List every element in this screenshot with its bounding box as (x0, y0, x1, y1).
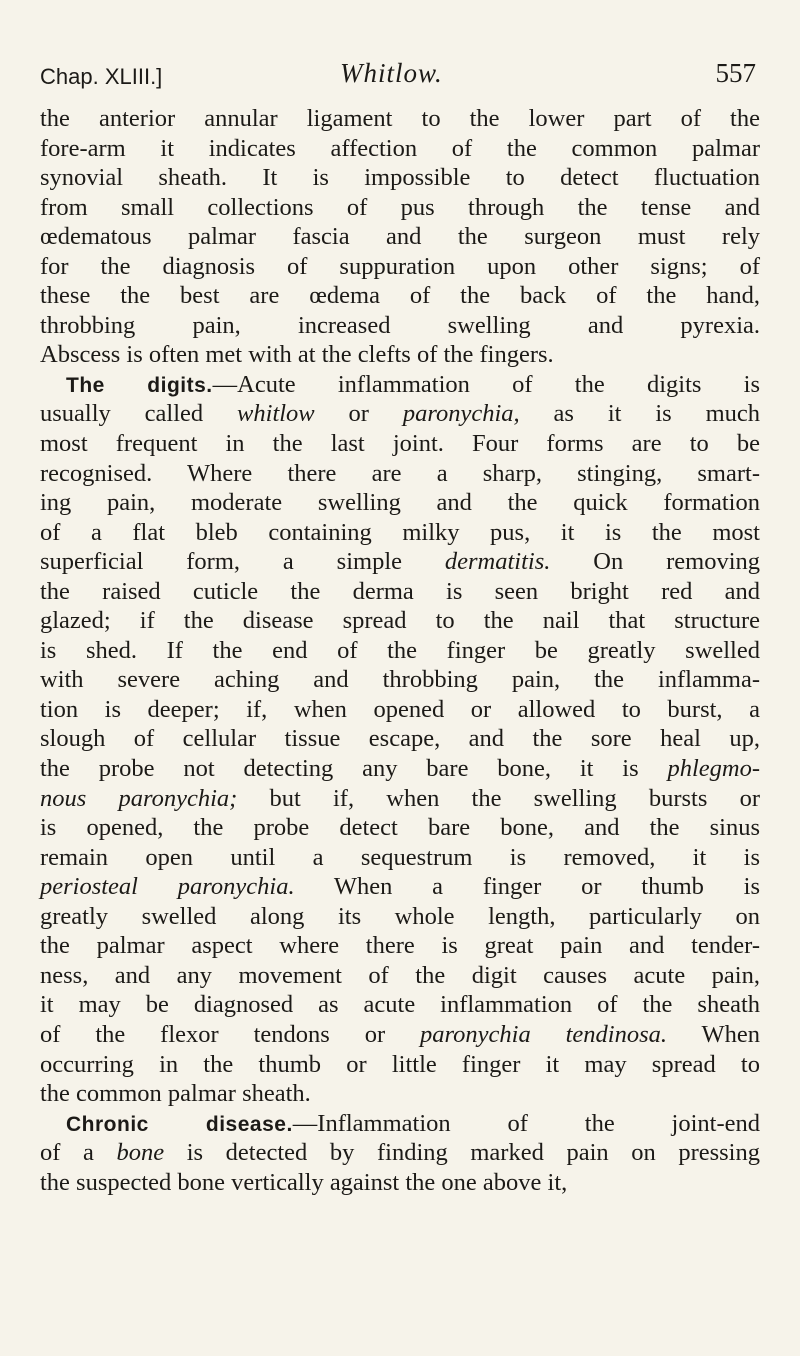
text-line (40, 1079, 760, 1109)
text-line (40, 1020, 760, 1050)
text-line (40, 606, 760, 636)
text-line (40, 754, 760, 784)
text-line (40, 961, 760, 991)
text-line (40, 429, 760, 459)
text-run: is detected by finding marked pain on pressing (164, 1139, 760, 1167)
text-line (40, 784, 760, 814)
section-heading: Chronic disease. (66, 1112, 293, 1136)
text-run: When (667, 1020, 761, 1048)
text-run: remain open until a sequestrum is removed, it is (40, 843, 760, 871)
text-run: —Inflammation of the joint-end (292, 1109, 760, 1137)
text-line (40, 724, 760, 754)
text-run: most frequent in the last joint. Four forms are to be (40, 430, 760, 458)
italic-term: paronychia tendinosa. (420, 1020, 668, 1048)
text-line (40, 488, 760, 518)
text-run: œdematous palmar fascia and the surgeon must rely (40, 223, 760, 251)
text-line (40, 370, 760, 400)
text-line (40, 518, 760, 548)
italic-term: whitlow (237, 400, 315, 428)
text-run: the common palmar sheath. (40, 1080, 311, 1108)
running-title: Whitlow. (340, 58, 443, 88)
text-run: from small collections of pus through the tense and (40, 193, 760, 221)
text-run: slough of cellular tissue escape, and the sore heal up, (40, 725, 760, 753)
italic-term: bone (116, 1139, 165, 1167)
text-run: When a finger or thumb is (294, 873, 761, 901)
italic-term: paronychia, (402, 400, 520, 428)
text-line (40, 340, 760, 370)
section-heading: The digits. (66, 373, 213, 397)
text-run: of a (40, 1139, 117, 1167)
text-run: it may be diagnosed as acute inflammation of the sheath (40, 991, 760, 1019)
text-run: of the flexor tendons or (40, 1020, 421, 1048)
page-number: 557 (715, 58, 756, 88)
text-run: glazed; if the disease spread to the nail that structure (40, 607, 760, 635)
text-line (40, 252, 760, 282)
text-line (40, 222, 760, 252)
text-line (40, 1109, 760, 1139)
text-run: the anterior annular ligament to the lower part of the (40, 105, 760, 132)
text-run: as it is much (519, 400, 760, 428)
text-line (40, 399, 760, 429)
text-line (40, 163, 760, 193)
text-run: is opened, the probe detect bare bone, and the sinus (40, 814, 760, 842)
italic-term: nous paronychia; (40, 784, 238, 812)
text-line (40, 665, 760, 695)
text-line (40, 281, 760, 311)
text-line (40, 134, 760, 164)
text-run: throbbing pain, increased swelling and pyrexia. (40, 311, 760, 339)
text-run: On removing (550, 548, 760, 576)
text-line (40, 193, 760, 223)
text-run: but if, when the swelling bursts or (237, 784, 760, 812)
text-line (40, 695, 760, 725)
text-line (40, 547, 760, 577)
text-run: of a flat bleb containing milky pus, it is the most (40, 518, 760, 546)
text-run: fore-arm it indicates affection of the common palmar (40, 134, 760, 162)
body-text (40, 104, 760, 1197)
text-line (40, 872, 760, 902)
italic-term: periosteal paronychia. (40, 873, 295, 901)
text-line (40, 813, 760, 843)
text-line (40, 990, 760, 1020)
text-run: ing pain, moderate swelling and the quick formation (40, 489, 760, 517)
italic-term: phlegmo- (667, 755, 760, 783)
text-run: synovial sheath. It is impossible to detect fluctuation (40, 164, 760, 192)
text-run: the raised cuticle the derma is seen bright red and (40, 577, 760, 605)
text-line (40, 459, 760, 489)
text-run: greatly swelled along its whole length, particularly on (40, 902, 760, 930)
text-line (40, 1168, 760, 1198)
text-line (40, 636, 760, 666)
text-run: ness, and any movement of the digit causes acute pain, (40, 961, 760, 989)
chapter-reference: Chap. XLIII.] (40, 64, 163, 89)
text-run: superficial form, a simple (40, 548, 445, 576)
text-line (40, 104, 760, 134)
text-line (40, 311, 760, 341)
text-run: for the diagnosis of suppuration upon other signs; of (40, 252, 760, 280)
text-run: with severe aching and throbbing pain, the inflamma- (40, 666, 760, 694)
text-run: Abscess is often met with at the clefts of the fingers. (40, 341, 554, 369)
text-run: occurring in the thumb or little finger it may spread to (40, 1050, 760, 1078)
text-line (40, 577, 760, 607)
text-run: the suspected bone vertically against the one above it, (40, 1168, 568, 1196)
text-run: —Acute inflammation of the digits is (212, 370, 760, 398)
text-run: these the best are œdema of the back of the hand, (40, 282, 760, 310)
text-run: or (314, 400, 403, 428)
text-line (40, 902, 760, 932)
text-run: tion is deeper; if, when opened or allowed to burst, a (40, 695, 760, 723)
text-run: the palmar aspect where there is great pain and tender- (40, 932, 760, 960)
text-line (40, 843, 760, 873)
italic-term: dermatitis. (444, 548, 551, 576)
text-line (40, 1050, 760, 1080)
running-header (40, 58, 756, 98)
text-line (40, 1138, 760, 1168)
text-run: usually called (40, 400, 238, 428)
text-run: is shed. If the end of the finger be greatly swelled (40, 636, 760, 664)
text-run: recognised. Where there are a sharp, stinging, smart- (40, 459, 760, 487)
text-line (40, 931, 760, 961)
text-run: the probe not detecting any bare bone, it is (40, 755, 668, 783)
